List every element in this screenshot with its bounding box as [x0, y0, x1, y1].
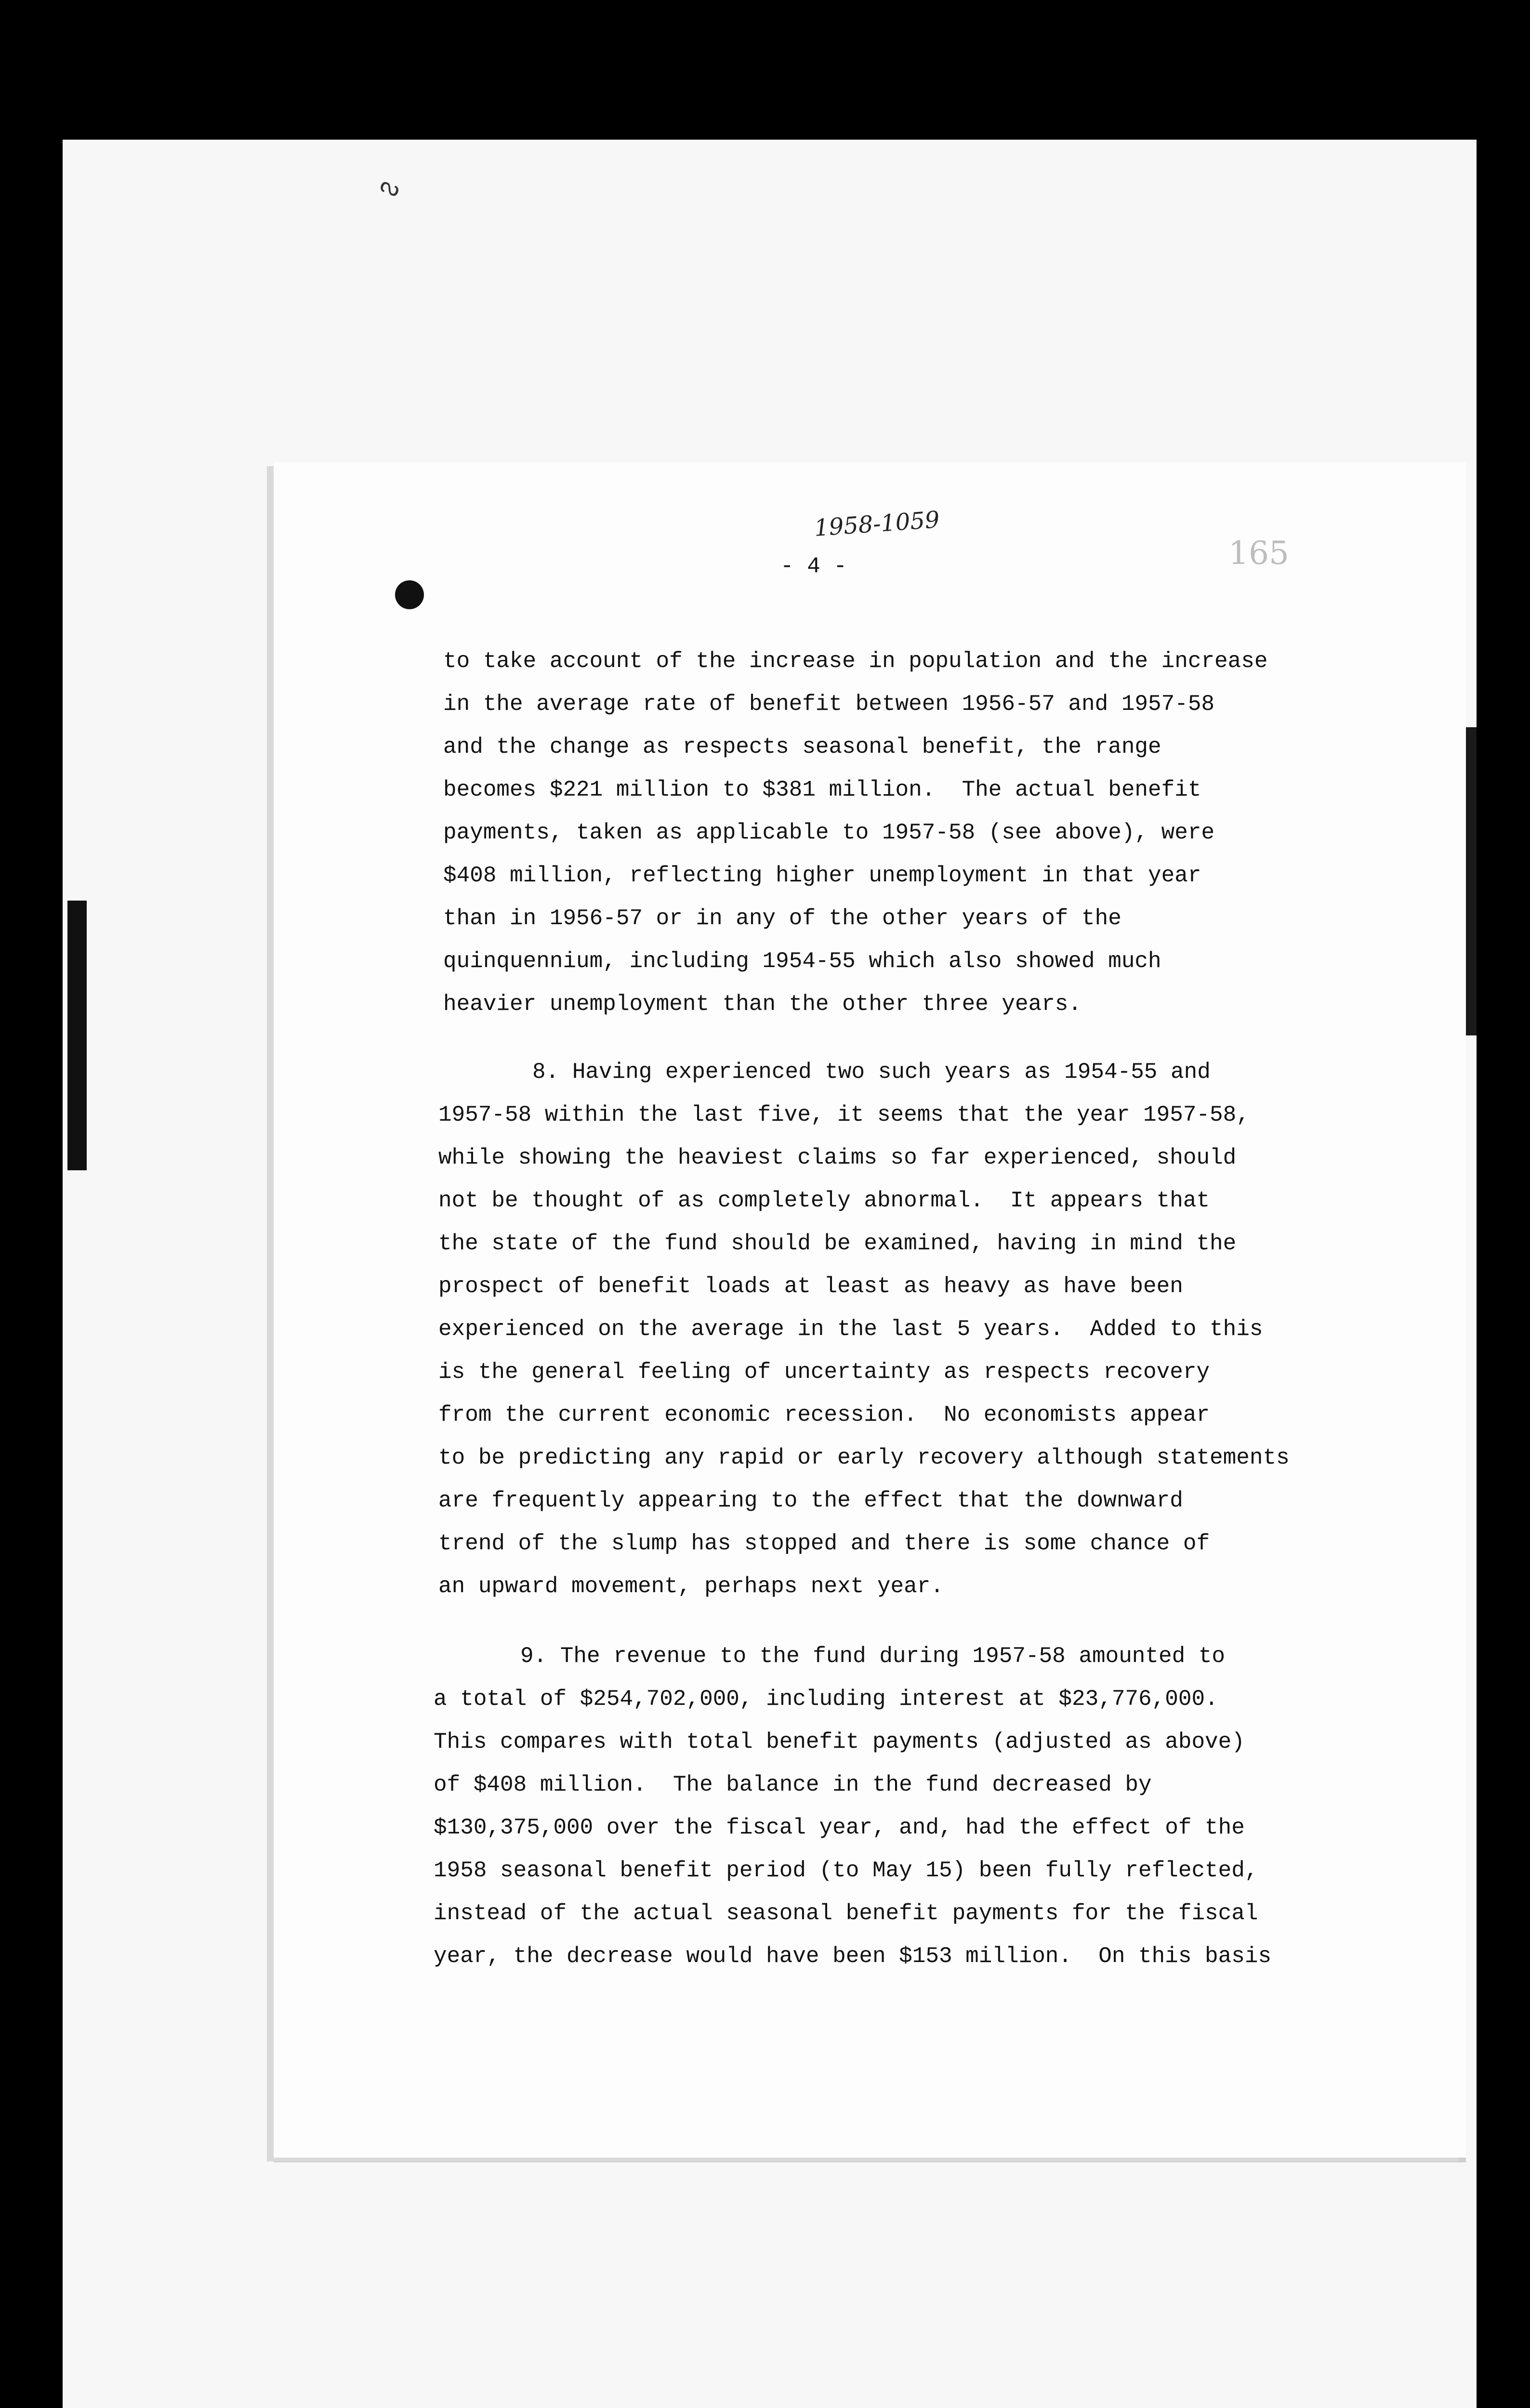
text-line: heavier unemployment than the other three years. — [443, 992, 1082, 1017]
text-line: $130,375,000 over the fiscal year, and, had the effect of the — [434, 1815, 1245, 1840]
film-edge-left — [67, 901, 87, 1170]
text-line: an upward movement, perhaps next year. — [438, 1574, 944, 1599]
text-line: are frequently appearing to the effect that the downward — [438, 1488, 1183, 1513]
text-line: to be predicting any rapid or early recovery although statements — [438, 1445, 1290, 1470]
text-line: 8. Having experienced two such years as 1954-55 and — [532, 1060, 1211, 1085]
corner-mark: ᔓ — [377, 170, 405, 202]
text-line: the state of the fund should be examined, having in mind the — [438, 1231, 1237, 1256]
text-line: becomes $221 million to $381 million. The actual benefit — [443, 777, 1201, 802]
text-line: payments, taken as applicable to 1957-58 (see above), were — [443, 820, 1215, 845]
text-line: 1958 seasonal benefit period (to May 15) been fully reflected, — [434, 1858, 1258, 1883]
page-number: - 4 - — [780, 554, 847, 579]
text-line: trend of the slump has stopped and there is some chance of — [438, 1531, 1210, 1556]
text-line: year, the decrease would have been $153 million. On this basis — [434, 1944, 1272, 1969]
text-line: in the average rate of benefit between 1956-57 and 1957-58 — [443, 692, 1215, 717]
text-line: This compares with total benefit payments (adjusted as above) — [434, 1729, 1245, 1754]
text-line: from the current economic recession. No economists appear — [438, 1402, 1210, 1427]
text-line: experienced on the average in the last 5 years. Added to this — [438, 1317, 1263, 1342]
text-line: than in 1956-57 or in any of the other years of the — [443, 906, 1121, 931]
text-line: while showing the heaviest claims so far experienced, should — [438, 1145, 1237, 1170]
handwritten-file-ref: 1958-1059 — [813, 506, 941, 542]
folio-number: 165 — [1228, 535, 1289, 572]
text-line: instead of the actual seasonal benefit payments for the fiscal — [434, 1901, 1258, 1926]
text-line: a total of $254,702,000, including interest at $23,776,000. — [434, 1687, 1218, 1712]
text-line: prospect of benefit loads at least as heavy as have been — [438, 1274, 1183, 1299]
text-line: is the general feeling of uncertainty as respects recovery — [438, 1360, 1210, 1385]
text-line: 9. The revenue to the fund during 1957-58 amounted to — [520, 1644, 1226, 1669]
text-line: 1957-58 within the last five, it seems that the year 1957-58, — [438, 1102, 1250, 1127]
text-line: quinquennium, including 1954-55 which also showed much — [443, 949, 1161, 974]
text-line: not be thought of as completely abnormal. It appears that — [438, 1188, 1210, 1213]
text-line: and the change as respects seasonal benefit, the range — [443, 734, 1161, 759]
text-line: of $408 million. The balance in the fund decreased by — [434, 1772, 1152, 1797]
punch-hole — [395, 580, 424, 609]
text-line: to take account of the increase in population and the increase — [443, 649, 1268, 674]
text-line: $408 million, reflecting higher unemployment in that year — [443, 863, 1201, 888]
